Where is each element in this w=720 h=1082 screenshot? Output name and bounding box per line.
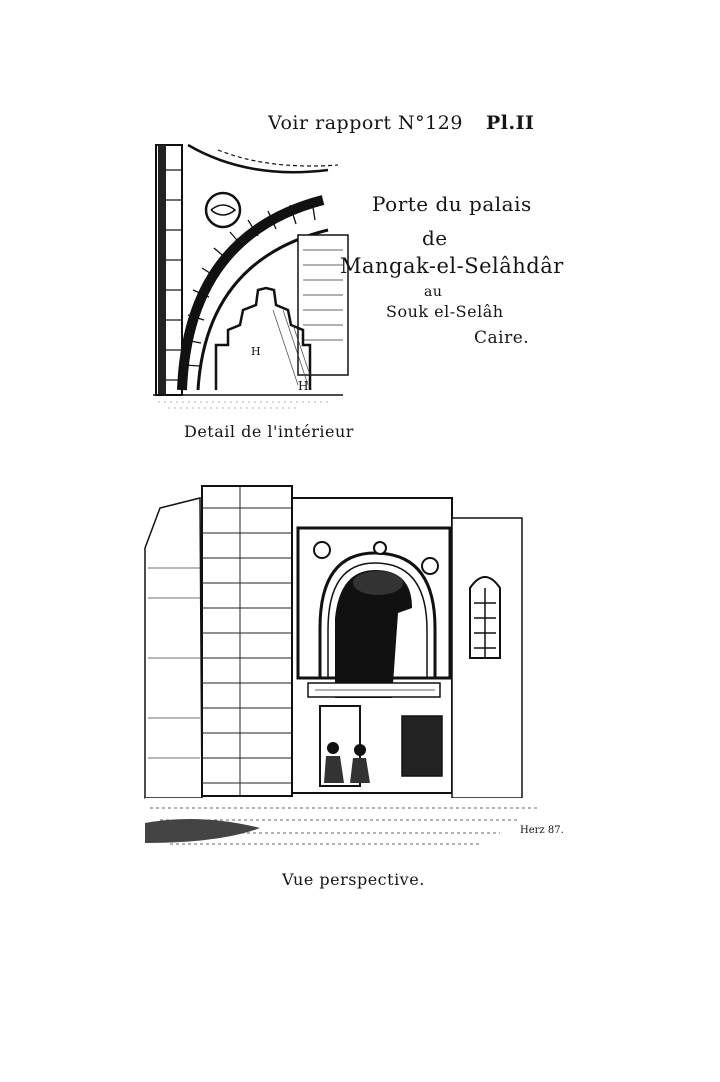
detail-caption: Detail de l'intérieur (184, 422, 354, 441)
detail-mark: H. (298, 379, 313, 393)
title-line-3: Mangak-el-Selâhdâr (340, 254, 564, 278)
plate-number: Pl.II (486, 112, 535, 134)
title-line-6: Caire. (474, 328, 530, 348)
artist-signature: Herz 87. (520, 825, 564, 836)
plate-title (330, 192, 564, 357)
report-reference: Voir rapport N°129 (268, 112, 463, 134)
title-line-2: de (422, 226, 448, 250)
view-caption: Vue perspective. (282, 870, 425, 889)
svg-text:H: H (251, 345, 261, 358)
interior-detail-drawing (148, 140, 358, 415)
title-line-4: au (424, 284, 443, 300)
title-line-1: Porte du palais (372, 192, 532, 216)
perspective-view-drawing (140, 478, 570, 858)
title-line-5: Souk el-Selâh (386, 302, 504, 321)
